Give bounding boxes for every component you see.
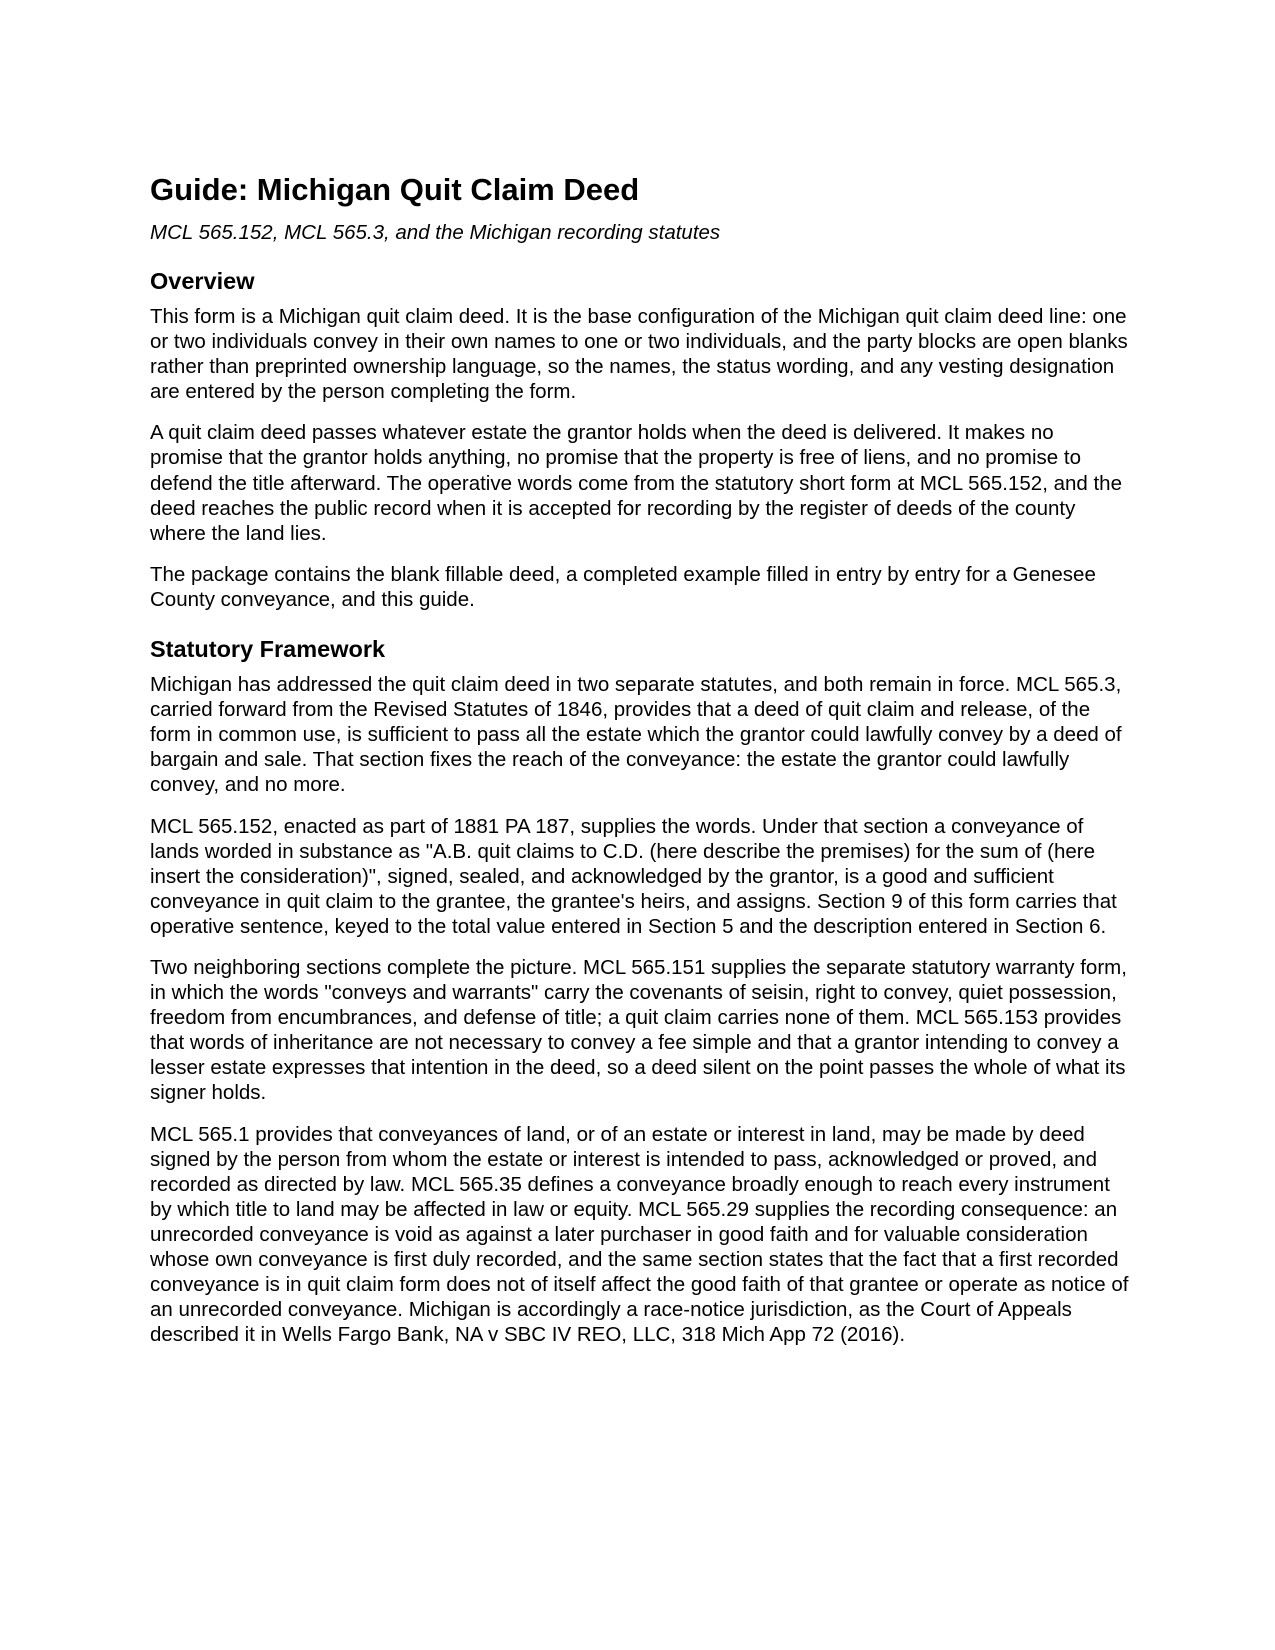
overview-paragraph-3: The package contains the blank fillable deed, a completed example filled in entry by entry for a Genesee County conveyance, and this guide. bbox=[150, 562, 1096, 611]
section-heading-statutory-framework: Statutory Framework bbox=[150, 636, 386, 663]
framework-paragraph-3: Two neighboring sections complete the picture. MCL 565.151 supplies the separate statutory warranty form, in which the words "conveys and warrants" carry the covenants of seisin, right to convey, quiet possession, freedom from encumbrances, and defense of title; a quit claim carries none of them. MCL 565.153 provides that words of inheritance are not necessary to convey a fee simple and that a grantor intending to convey a lesser estate expresses that intention in the deed, so a deed silent on the point passes the whole of what its signer holds. bbox=[150, 955, 1127, 1105]
document-subtitle: MCL 565.152, MCL 565.3, and the Michigan recording statutes bbox=[150, 221, 721, 244]
overview-paragraph-1: This form is a Michigan quit claim deed. It is the base configuration of the Michigan quit claim deed line: one or two individuals convey in their own names to one or two individuals, and the party blocks are open blanks rather than preprinted ownership language, so the names, the status wording, and any vesting designation are entered by the person completing the form. bbox=[150, 305, 1128, 404]
framework-paragraph-2: MCL 565.152, enacted as part of 1881 PA 187, supplies the words. Under that section a conveyance of lands worded in substance as "A.B. quit claims to C.D. (here describe the premises) for the sum of (here insert the consideration)", signed, sealed, and acknowledged by the grantor, is a good and sufficient conveyance in quit claim to the grantee, the grantee's heirs, and assigns. Section 9 of this form carries that operative sentence, keyed to the total value entered in Section 5 and the description entered in Section 6. bbox=[150, 814, 1117, 938]
overview-paragraph-2: A quit claim deed passes whatever estate the grantor holds when the deed is delivered. It makes no promise that the grantor holds anything, no promise that the property is free of liens, and no promise to defend the title afterward. The operative words come from the statutory short form at MCL 565.152, and the deed reaches the public record when it is accepted for recording by the register of deeds of the county where the land lies. bbox=[150, 421, 1122, 545]
framework-paragraph-4: MCL 565.1 provides that conveyances of land, or of an estate or interest in land, may be made by deed signed by the person from whom the estate or interest is intended to pass, acknowledged or proved, and recorded as directed by law. MCL 565.35 defines a conveyance broadly enough to reach every instrument by which title to land may be affected in law or equity. MCL 565.29 supplies the recording consequence: an unrecorded conveyance is void as against a later purchaser in good faith and for valuable consideration whose own conveyance is first duly recorded, and the same section states that the fact that a first recorded conveyance is in quit claim form does not of itself affect the good faith of that grantee or operate as notice of an unrecorded conveyance. Michigan is accordingly a race-notice jurisdiction, as the Court of Appeals described it in Wells Fargo Bank, NA v SBC IV REO, LLC, 318 Mich App 72 (2016). bbox=[150, 1122, 1129, 1347]
document-title: Guide: Michigan Quit Claim Deed bbox=[150, 172, 640, 207]
section-heading-overview: Overview bbox=[150, 268, 255, 294]
framework-paragraph-1: Michigan has addressed the quit claim deed in two separate statutes, and both remain in force. MCL 565.3, carried forward from the Revised Statutes of 1846, provides that a deed of quit claim and release, of the form in common use, is sufficient to pass all the estate which the grantor could lawfully convey by a deed of bargain and sale. That section fixes the reach of the conveyance: the estate the grantor could lawfully convey, and no more. bbox=[150, 673, 1122, 797]
document-page bbox=[150, 170, 1130, 1347]
